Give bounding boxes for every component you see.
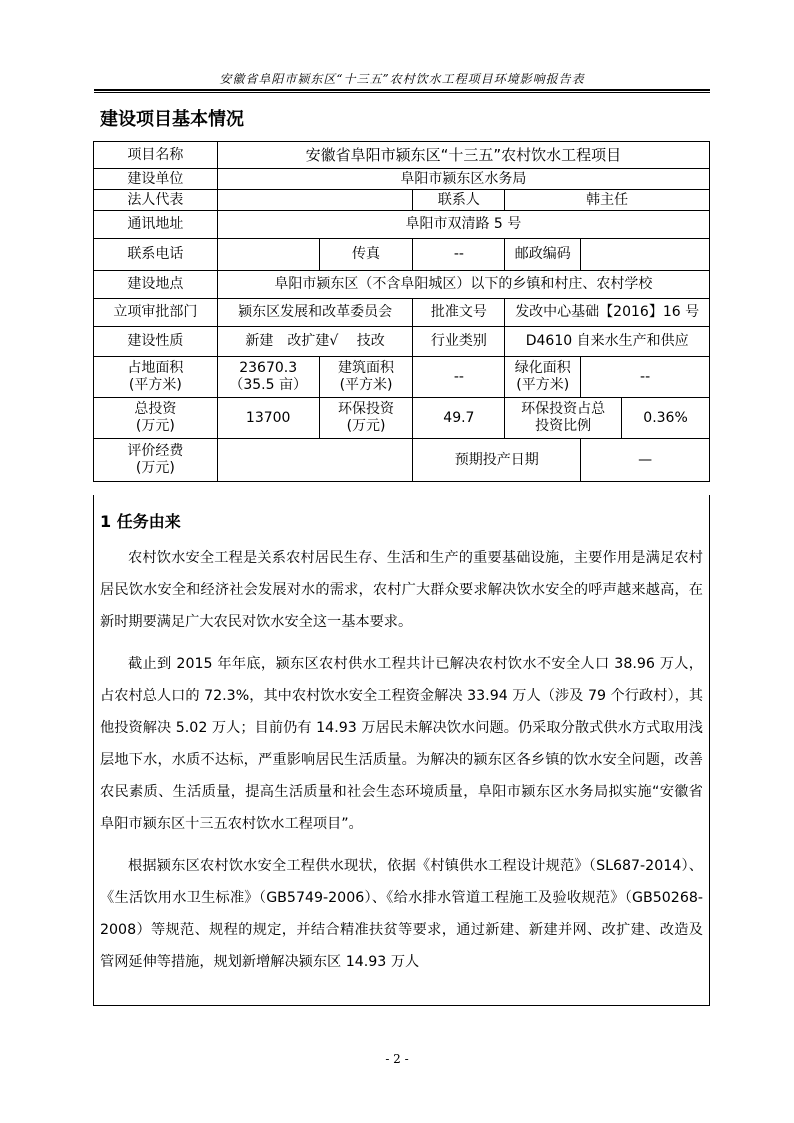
- value-nature: 新建 改扩建√ 技改: [217, 327, 413, 357]
- value-land-area: [217, 357, 319, 398]
- label-project-name: 项目名称: [94, 142, 218, 169]
- content-heading: 1 任务由来: [100, 512, 181, 531]
- table-row: [94, 169, 710, 190]
- table-row: [94, 357, 710, 398]
- label-env-invest-line1: 环保投资: [338, 401, 395, 417]
- value-env-ratio: 0.36%: [622, 398, 710, 439]
- label-land-area-line2: (平方米): [128, 377, 182, 393]
- label-postcode: 邮政编码: [505, 239, 581, 271]
- value-postcode: [581, 239, 710, 271]
- label-location: 建设地点: [94, 271, 218, 299]
- value-industry: D4610 自来水生产和供应: [505, 327, 710, 357]
- label-address: 通讯地址: [94, 211, 218, 239]
- table-row: [94, 239, 710, 271]
- label-fax: 传真: [319, 239, 413, 271]
- label-total-invest: [94, 398, 218, 439]
- label-total-invest-line1: 总投资: [134, 401, 177, 417]
- running-header: 安徽省阜阳市颍东区“十三五”农村饮水工程项目环境影响报告表: [219, 72, 585, 86]
- label-env-invest: [319, 398, 413, 439]
- page-number: - 2 -: [385, 1052, 409, 1066]
- label-nature: 建设性质: [94, 327, 218, 357]
- label-builder: 建设单位: [94, 169, 218, 190]
- value-legal-rep: [217, 190, 413, 211]
- label-op-date: 预期投产日期: [413, 439, 581, 482]
- paragraph: 农村饮水安全工程是关系农村居民生存、生活和生产的重要基础设施，主要作用是满足农村居民饮水安全和经济社会发展对水的需求，农村广大群众要求解决饮水安全的呼声越来越高，在新时期要满足广大农民对饮水安全这一基本要求。: [100, 550, 703, 630]
- value-building-area: --: [413, 357, 505, 398]
- value-land-area-line2: （35.5 亩）: [229, 377, 307, 393]
- label-green-area: [505, 357, 581, 398]
- value-green-area: --: [581, 357, 710, 398]
- value-fax: --: [413, 239, 505, 271]
- value-approval-dept: 颍东区发展和改革委员会: [217, 299, 413, 327]
- paragraph: 根据颍东区农村饮水安全工程供水现状，依据《村镇供水工程设计规范》（SL687-2014）、《生活饮用水卫生标准》（GB5749-2006）、《给水排水管道工程施工及验收规范》（GB50268-2008）等规范、规程的规定，并结合精准扶贫等要求，通过新建、新建并网、改扩建、改造及管网延伸等措施，规划新增解决颍东区 14.93 万人: [100, 858, 703, 970]
- value-op-date: —: [581, 439, 710, 482]
- value-total-invest: 13700: [217, 398, 319, 439]
- label-approval-dept: 立项审批部门: [94, 299, 218, 327]
- task-origin-section: [93, 495, 710, 1006]
- table-row: [94, 190, 710, 211]
- label-building-area-line2: (平方米): [339, 377, 393, 393]
- value-approval-no: 发改中心基础【2016】16 号: [505, 299, 710, 327]
- label-env-ratio: [505, 398, 622, 439]
- table-row: [94, 142, 710, 169]
- label-env-ratio-line2: 投资比例: [535, 418, 592, 434]
- label-phone: 联系电话: [94, 239, 218, 271]
- value-project-name: 安徽省阜阳市颍东区“十三五”农村饮水工程项目: [217, 142, 709, 169]
- label-legal-rep: 法人代表: [94, 190, 218, 211]
- label-green-area-line1: 绿化面积: [514, 360, 571, 376]
- value-address: 阜阳市双清路 5 号: [217, 211, 709, 239]
- table-row: [94, 327, 710, 357]
- value-eval-fee: [217, 439, 413, 482]
- paragraph: 截止到 2015 年年底，颍东区农村供水工程共计已解决农村饮水不安全人口 38.96 万人，占农村总人口的 72.3%，其中农村饮水安全工程资金解决 33.94 万人（涉及 79 个行政村），其他投资解决 5.02 万人；目前仍有 14.93 万居民未解决饮水问题。仍采取分散式供水方式取用浅层地下水，水质不达标，严重影响居民生活质量。为解决的颍东区各乡镇的饮水安全问题，改善农民素质、生活质量，提高生活质量和社会生态环境质量，阜阳市颍东区水务局拟实施“安徽省阜阳市颍东区十三五农村饮水工程项目”。: [100, 656, 703, 832]
- project-info-table: [93, 141, 710, 482]
- value-env-invest: 49.7: [413, 398, 505, 439]
- value-land-area-line1: 23670.3: [239, 360, 298, 376]
- label-land-area: [94, 357, 218, 398]
- label-building-area: [319, 357, 413, 398]
- label-contact: 联系人: [413, 190, 505, 211]
- table-row: [94, 439, 710, 482]
- label-eval-fee-line2: (万元): [135, 460, 175, 476]
- table-row: [94, 211, 710, 239]
- table-row: [94, 299, 710, 327]
- section-title: 建设项目基本情况: [100, 109, 244, 130]
- label-total-invest-line2: (万元): [135, 418, 175, 434]
- label-approval-no: 批准文号: [413, 299, 505, 327]
- label-industry: 行业类别: [413, 327, 505, 357]
- value-builder: 阜阳市颍东区水务局: [217, 169, 709, 190]
- label-building-area-line1: 建筑面积: [338, 360, 395, 376]
- value-contact: 韩主任: [505, 190, 710, 211]
- label-eval-fee: [94, 439, 218, 482]
- table-row: [94, 271, 710, 299]
- header-rule: [94, 89, 710, 91]
- label-env-ratio-line1: 环保投资占总: [521, 401, 606, 417]
- label-green-area-line2: (平方米): [516, 377, 570, 393]
- table-row: [94, 398, 710, 439]
- label-land-area-line1: 占地面积: [127, 360, 184, 376]
- label-eval-fee-line1: 评价经费: [127, 443, 184, 459]
- header-rule-thin: [94, 92, 710, 93]
- value-location: 阜阳市颍东区（不含阜阳城区）以下的乡镇和村庄、农村学校: [217, 271, 709, 299]
- value-phone: [217, 239, 319, 271]
- label-env-invest-line2: (万元): [346, 418, 386, 434]
